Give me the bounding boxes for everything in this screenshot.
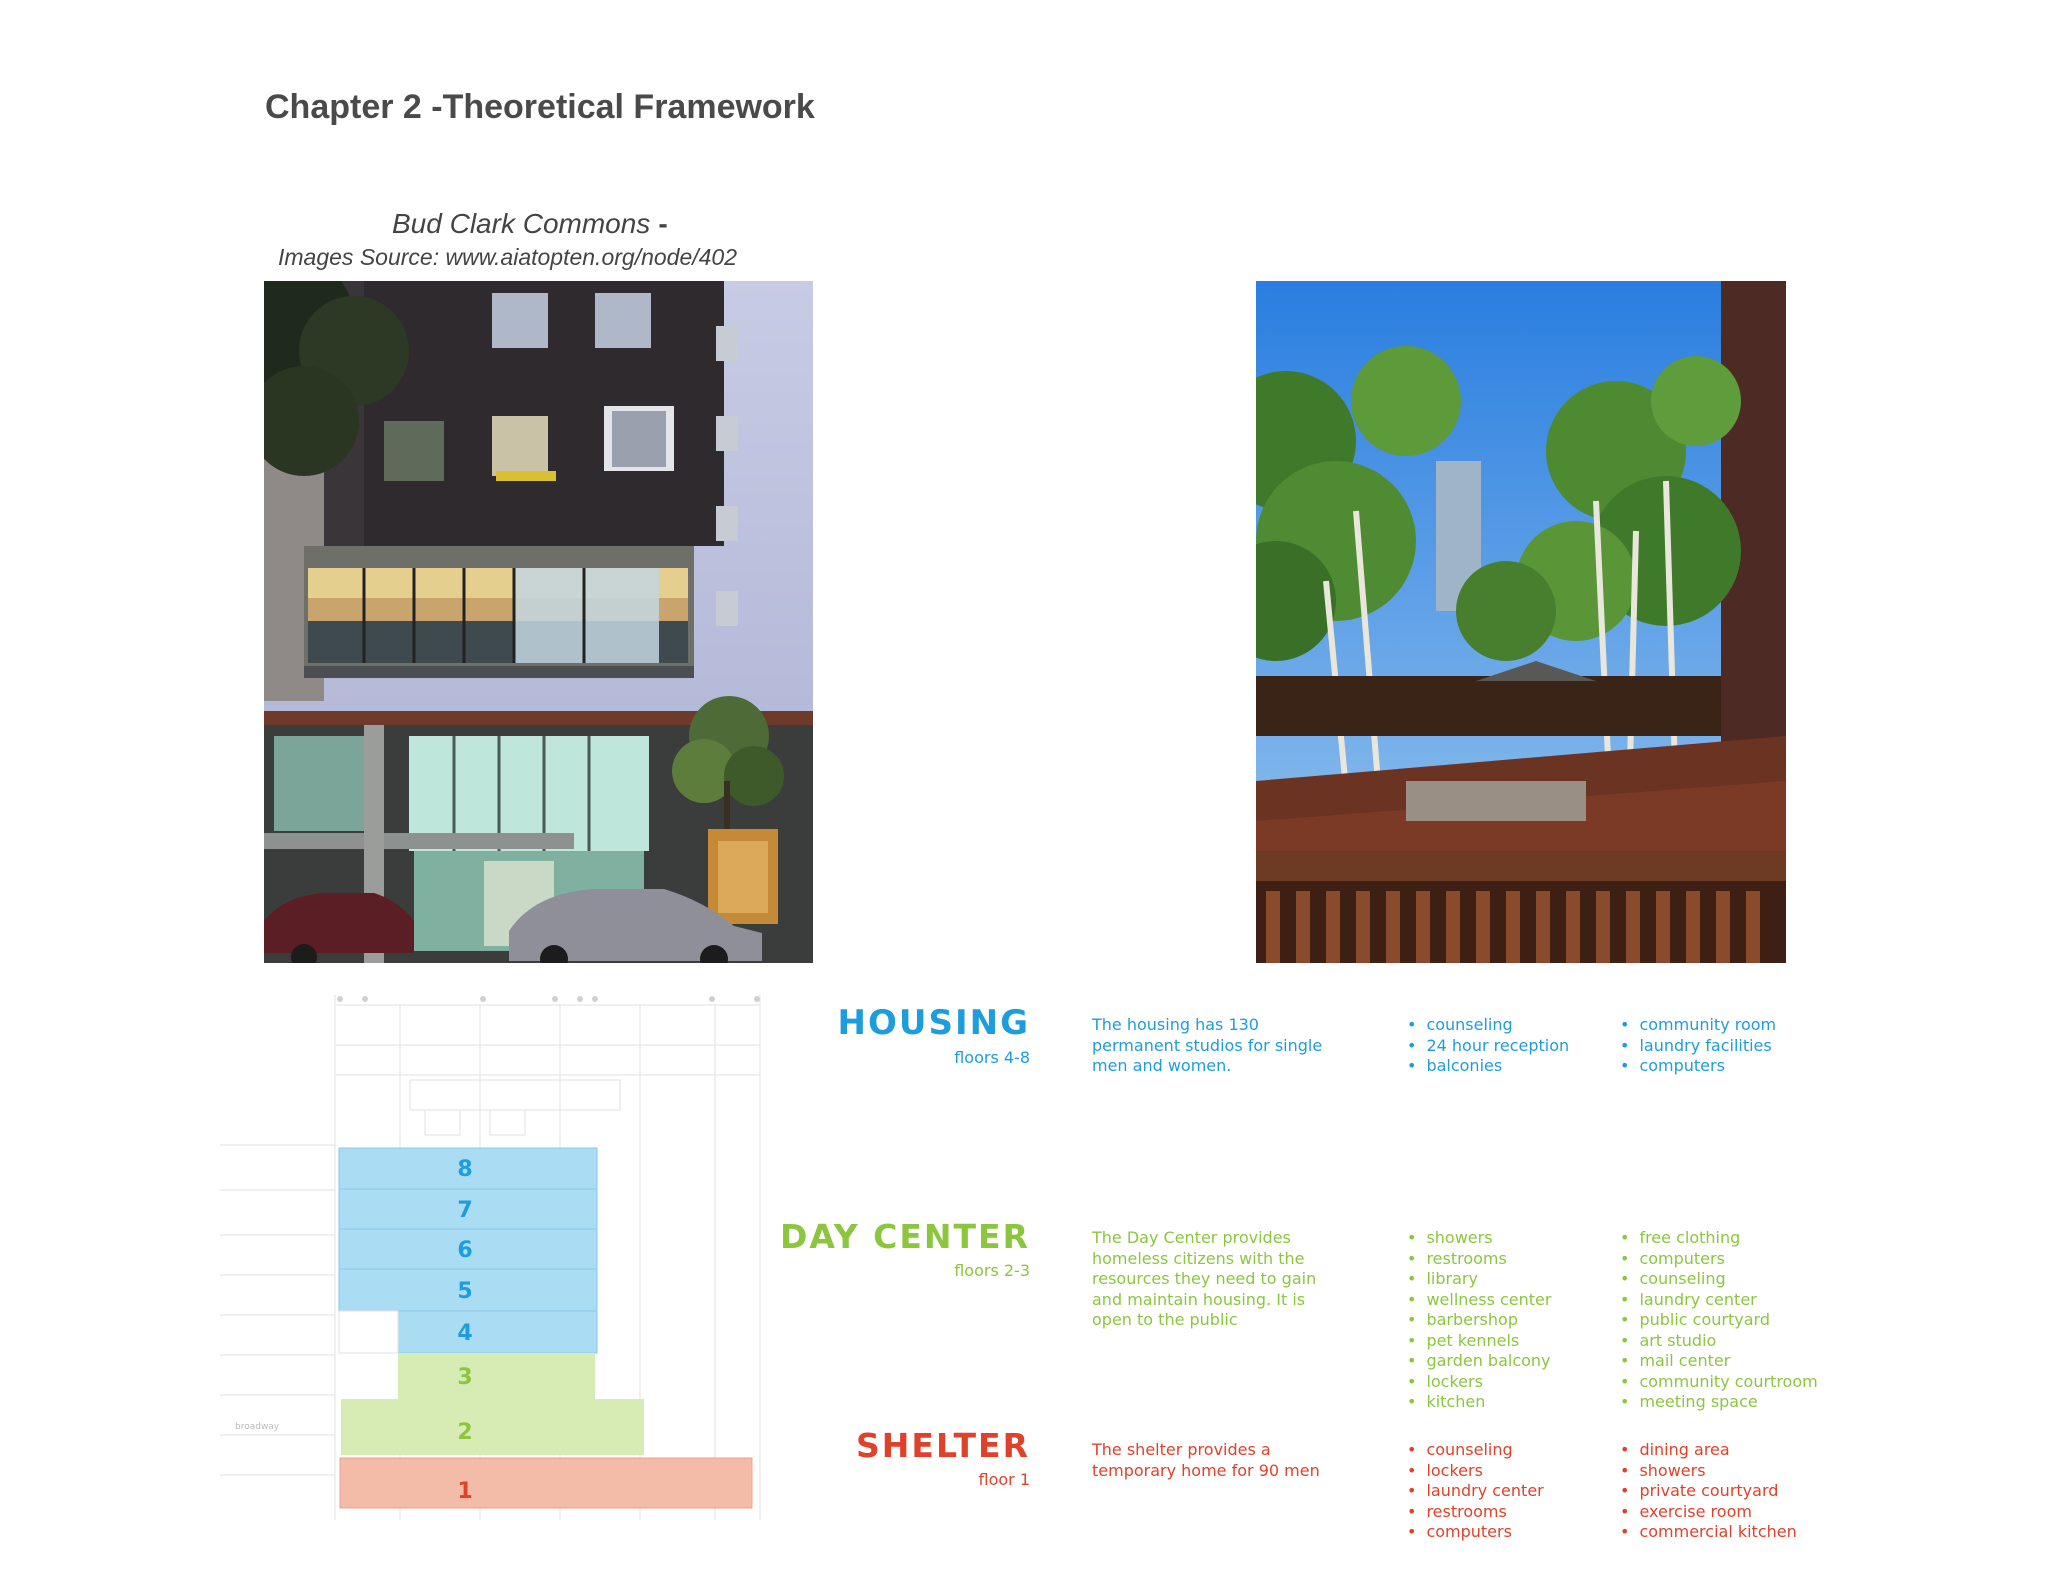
floor-number-3: 3 <box>457 1365 473 1390</box>
day-center-description-line: The Day Center provides <box>1092 1228 1291 1247</box>
list-item: • counseling <box>1407 1440 1544 1461</box>
shelter-floors: floor 1 <box>978 1470 1030 1489</box>
floor-number-4: 4 <box>457 1321 473 1346</box>
courtyard-illustration <box>1256 281 1786 963</box>
list-item: • computers <box>1620 1249 1818 1270</box>
list-item: • meeting space <box>1620 1392 1818 1413</box>
building-facade-illustration <box>264 281 813 963</box>
list-item: • public courtyard <box>1620 1310 1818 1331</box>
list-item: • lockers <box>1407 1461 1544 1482</box>
street-label: broadway <box>235 1422 280 1432</box>
page-title: Chapter 2 -Theoretical Framework <box>265 88 815 126</box>
list-item: • garden balcony <box>1407 1351 1551 1372</box>
courtyard-photo <box>1256 281 1786 963</box>
list-item: • lockers <box>1407 1372 1551 1393</box>
list-item: • pet kennels <box>1407 1331 1551 1352</box>
building-section-diagram <box>200 985 770 1530</box>
housing-floors: floors 4-8 <box>954 1048 1030 1067</box>
list-item: • private courtyard <box>1620 1481 1797 1502</box>
list-item: • commercial kitchen <box>1620 1522 1797 1543</box>
list-item: • computers <box>1620 1056 1776 1077</box>
section-diagram-drawing <box>200 985 770 1530</box>
day-center-description-line: homeless citizens with the <box>1092 1248 1305 1268</box>
list-item: • counseling <box>1407 1015 1569 1036</box>
floor-number-1: 1 <box>457 1479 473 1504</box>
list-item: • barbershop <box>1407 1310 1551 1331</box>
list-item: • exercise room <box>1620 1502 1797 1523</box>
day-center-description-line: and maintain housing. It is <box>1092 1289 1306 1309</box>
image-source-caption: Images Source: www.aiatopten.org/node/402 <box>278 244 738 270</box>
list-item: • balconies <box>1407 1056 1569 1077</box>
list-item: • mail center <box>1620 1351 1818 1372</box>
day-center-amenities-list-2 <box>1620 1228 1818 1413</box>
housing-description-line: The housing has 130 <box>1092 1015 1259 1034</box>
list-item: • laundry center <box>1620 1290 1818 1311</box>
shelter-description <box>1092 1440 1320 1481</box>
shelter-amenities-list-1 <box>1407 1440 1544 1543</box>
floor-number-7: 7 <box>457 1198 473 1223</box>
day-center-description-line: resources they need to gain <box>1092 1269 1317 1288</box>
floor-number-6: 6 <box>457 1238 473 1263</box>
shelter-amenities-list-2 <box>1620 1440 1797 1543</box>
list-item: • laundry facilities <box>1620 1036 1776 1057</box>
list-item: • showers <box>1407 1228 1551 1249</box>
floor-number-2: 2 <box>457 1420 473 1445</box>
shelter-title: SHELTER <box>856 1426 1030 1465</box>
list-item: • showers <box>1620 1461 1797 1482</box>
list-item: • art studio <box>1620 1331 1818 1352</box>
floor-number-5: 5 <box>457 1279 473 1304</box>
list-item: • free clothing <box>1620 1228 1818 1249</box>
day-center-title: DAY CENTER <box>779 1217 1030 1256</box>
caption-dash: - <box>658 208 668 239</box>
housing-description <box>1092 1015 1322 1077</box>
list-item: • community room <box>1620 1015 1776 1036</box>
building-facade-photo <box>264 281 813 963</box>
day-center-amenities-list-1 <box>1407 1228 1551 1413</box>
day-center-floors: floors 2-3 <box>954 1261 1030 1280</box>
housing-amenities-list-1 <box>1407 1015 1569 1077</box>
housing-amenities-list-2 <box>1620 1015 1776 1077</box>
list-item: • restrooms <box>1407 1502 1544 1523</box>
day-center-description-line: open to the public <box>1092 1310 1238 1329</box>
image-caption-title <box>392 208 668 240</box>
day-center-description <box>1092 1228 1316 1331</box>
shelter-description-line: temporary home for 90 men <box>1092 1460 1320 1480</box>
housing-title: HOUSING <box>837 1003 1030 1043</box>
list-item: • dining area <box>1620 1440 1797 1461</box>
list-item: • library <box>1407 1269 1551 1290</box>
floor-number-8: 8 <box>457 1157 473 1182</box>
list-item: • 24 hour reception <box>1407 1036 1569 1057</box>
list-item: • computers <box>1407 1522 1544 1543</box>
list-item: • counseling <box>1620 1269 1818 1290</box>
list-item: • wellness center <box>1407 1290 1551 1311</box>
list-item: • kitchen <box>1407 1392 1551 1413</box>
housing-description-line: permanent studios for single <box>1092 1035 1323 1055</box>
list-item: • restrooms <box>1407 1249 1551 1270</box>
housing-description-line: men and women. <box>1092 1056 1232 1075</box>
list-item: • laundry center <box>1407 1481 1544 1502</box>
caption-title-text: Bud Clark Commons <box>392 208 651 239</box>
list-item: • community courtroom <box>1620 1372 1818 1393</box>
shelter-description-line: The shelter provides a <box>1092 1440 1271 1459</box>
